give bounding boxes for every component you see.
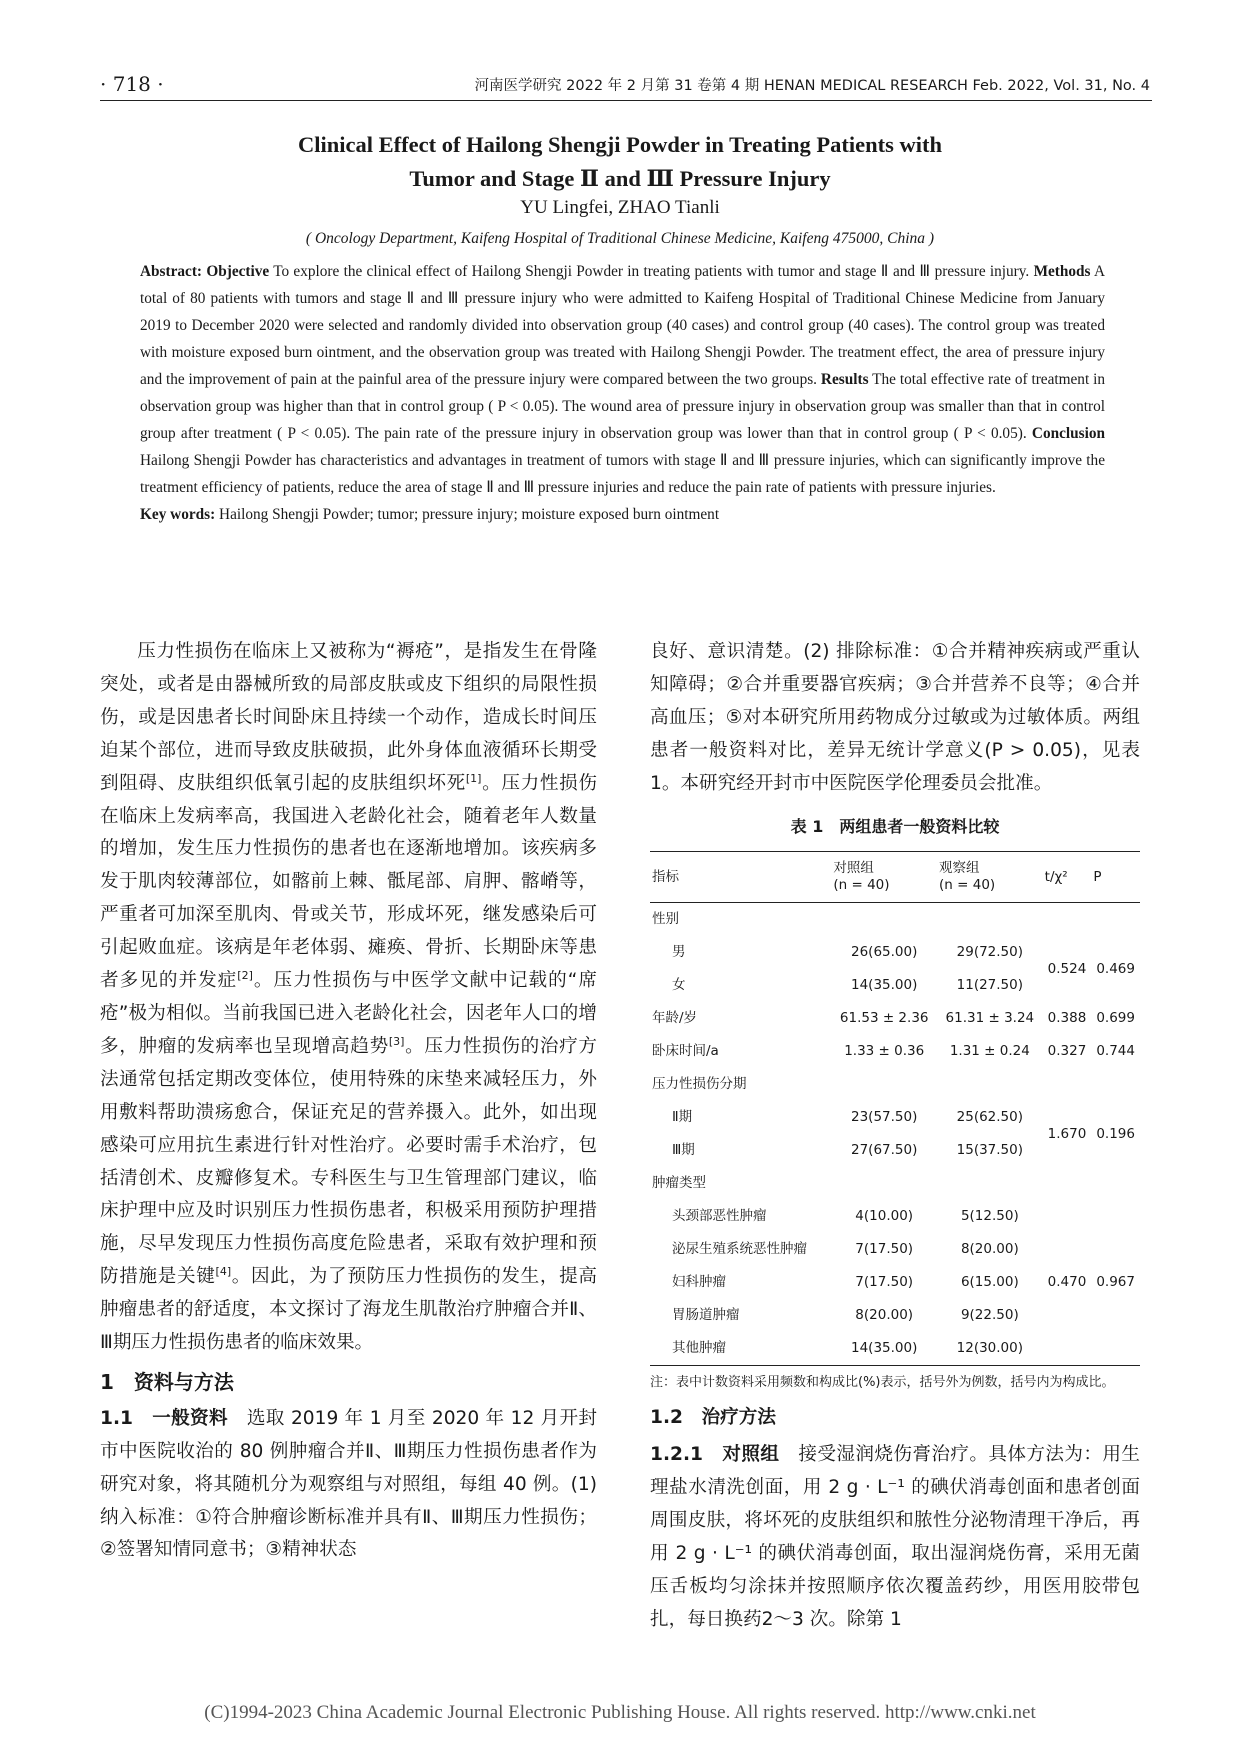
table-cell: 妇科肿瘤 — [672, 1274, 726, 1291]
table-cell: 7(17.50) — [855, 1274, 914, 1291]
table-cell: 0.327 — [1047, 1043, 1087, 1060]
text-segment: (n = 40) — [833, 877, 890, 894]
table-row — [650, 1101, 1140, 1134]
table-cell: 卧床时间/a — [652, 1043, 719, 1060]
text-segment: 选取 2019 年 1 月至 2020 年 12 月开封市中医院收治的 80 例肿瘤合并Ⅱ、Ⅲ期压力性损伤患者作为研究对象，将其随机分为观察组与对照组，每组 40 例。(1) 纳入标准：①符合肿瘤诊断标准并具有Ⅱ、Ⅲ期压力性损伤；②签署知情同意书；③精神状态 — [100, 1407, 597, 1561]
table-header-row — [650, 852, 1140, 903]
table-row — [650, 1167, 1140, 1200]
table-row — [650, 1068, 1140, 1101]
affiliation: ( Oncology Department, Kaifeng Hospital of Traditional Chinese Medicine, Kaifeng 475000, China ) — [305, 230, 935, 247]
conclusion-label: Conclusion — [1031, 425, 1105, 442]
table-cell: 其他肿瘤 — [672, 1340, 726, 1357]
col-indicator: 指标 — [652, 868, 679, 885]
table-row — [650, 1035, 1140, 1068]
article-title — [100, 128, 1140, 196]
table-cell: 5(12.50) — [960, 1208, 1019, 1225]
table-cell — [1091, 1167, 1140, 1200]
table-cell — [831, 903, 937, 937]
table-cell: 8(20.00) — [960, 1241, 1019, 1258]
table-cell — [831, 1167, 937, 1200]
table-cell — [937, 903, 1043, 937]
table-cell: 14(35.00) — [851, 1340, 918, 1357]
table-cell: 29(72.50) — [956, 944, 1024, 961]
text-segment: 对照组 — [833, 860, 874, 877]
abstract-label: Abstract: — [140, 263, 203, 280]
table-cell: 23(57.50) — [851, 1109, 918, 1126]
table-cell: 27(67.50) — [851, 1142, 918, 1159]
col-p-value: P — [1093, 868, 1102, 885]
table-row — [650, 903, 1140, 937]
table-cell: 4(10.00) — [855, 1208, 914, 1225]
table-cell: 0.469 — [1096, 960, 1135, 977]
table-row — [650, 936, 1140, 969]
table-cell: 11(27.50) — [956, 977, 1024, 994]
table-cell: 男 — [672, 944, 686, 961]
text-segment: 观察组 — [939, 860, 980, 877]
table-row — [650, 1002, 1140, 1035]
right-column — [650, 636, 1140, 1637]
table-cell: 0.524 — [1047, 960, 1087, 977]
col-statistic: t/χ² — [1044, 868, 1068, 885]
results-label: Results — [820, 371, 869, 388]
table-cell: Ⅲ期 — [672, 1142, 695, 1159]
table-cell — [1043, 903, 1092, 937]
col-control — [831, 852, 937, 903]
objective-label: Objective — [206, 263, 270, 280]
table-cell — [937, 1068, 1043, 1101]
table-cell: 0.744 — [1096, 1043, 1135, 1060]
table-1 — [650, 851, 1140, 1366]
table-cell: 25(62.50) — [956, 1109, 1024, 1126]
page-number: · 718 · — [100, 72, 164, 96]
abstract — [140, 258, 1105, 528]
table-row — [650, 1200, 1140, 1233]
col-observation — [937, 852, 1043, 903]
text-segment: 。压力性损伤与中医学文献中记载的“席疮”极为相似。当前我国已进入老龄化社会，因老年人口的增多，肿瘤的发病率也呈现增高趋势 — [100, 970, 597, 1057]
section-1-2-1-paragraph — [650, 1439, 1140, 1636]
table-cell: 胃肠道肿瘤 — [672, 1307, 740, 1324]
text-segment: 接受湿润烧伤膏治疗。具体方法为：用生理盐水清洗创面，用 2 g · L⁻¹ 的碘伏消毒创面和患者创面周围皮肤，将坏死的皮肤组织和脓性分泌物清理干净后，再用 2 g · L⁻¹ 的碘伏消毒创面，取出湿润烧伤膏，采用无菌压舌板均匀涂抹并按照顺序依次覆盖药纱，用医用胶带包扎，每日换药2～3 次。除第 1 — [650, 1444, 1140, 1630]
table-cell: 肿瘤类型 — [652, 1175, 706, 1192]
table-cell: 9(22.50) — [960, 1307, 1019, 1324]
table-cell: 0.967 — [1096, 1274, 1135, 1291]
authors: YU Lingfei, ZHAO Tianli — [520, 197, 720, 218]
table-cell: 61.31 ± 3.24 — [945, 1010, 1035, 1027]
table-cell: 7(17.50) — [855, 1241, 914, 1258]
table-cell: 0.470 — [1047, 1274, 1087, 1291]
section-1-1-heading: 1.1 一般资料 — [100, 1407, 228, 1429]
conclusion-text: Hailong Shengji Powder has characteristics and advantages in treatment of tumors with stage Ⅱ and Ⅲ pressure injuries, which can significantly improve the treatment efficiency of patients, reduce the area of stage Ⅱ and Ⅲ pressure injuries and reduce the pain rate of patients with pressure injuries. — [140, 452, 1105, 496]
table-cell: 0.196 — [1096, 1125, 1135, 1142]
keywords-text: Hailong Shengji Powder; tumor; pressure injury; moisture exposed burn ointment — [219, 506, 720, 523]
text-segment: 。压力性损伤的治疗方法通常包括定期改变体位，使用特殊的床垫来减轻压力，外用敷料帮助溃疡愈合，保证充足的营养摄入。此外，如出现感染可应用抗生素进行针对性治疗。必要时需手术治疗，包括清创术、皮瓣修复术。专科医生与卫生管理部门建议，临床护理中应及时识别压力性损伤患者，积极采用预防护理措施，尽早发现压力性损伤高度危险患者，采取有效护理和预防措施是关键 — [100, 1035, 597, 1288]
left-column — [100, 636, 597, 1567]
table-cell — [937, 1167, 1043, 1200]
section-1-1-paragraph — [100, 1403, 597, 1568]
citation-4: [4] — [215, 1265, 232, 1279]
table-cell: 年龄/岁 — [652, 1010, 698, 1027]
methods-label: Methods — [1033, 263, 1091, 280]
table-cell: 61.53 ± 2.36 — [839, 1010, 929, 1027]
results-text: The total effective rate of treatment in observation group was higher than that in control group ( P < 0.05). The wound area of pressure injury in observation group was smaller than that in control group after treatment ( P < 0.05). The pain rate of the pressure injury in observation group was lower than that in control group ( P < 0.05). — [140, 371, 1106, 442]
table-cell: 1.33 ± 0.36 — [844, 1043, 925, 1060]
table-cell: 8(20.00) — [855, 1307, 914, 1324]
header-rule — [100, 100, 1152, 101]
table-cell: 15(37.50) — [956, 1142, 1024, 1159]
title-line-1: Clinical Effect of Hailong Shengji Powder in Treating Patients with — [298, 132, 942, 157]
table-cell: 女 — [672, 977, 686, 994]
table-cell — [831, 1068, 937, 1101]
table-cell: 12(30.00) — [956, 1340, 1024, 1357]
text-segment: 。因此，为了预防压力性损伤的发生，提高肿瘤患者的舒适度，本文探讨了海龙生肌散治疗肿瘤合并Ⅱ、Ⅲ期压力性损伤患者的临床效果。 — [100, 1266, 597, 1354]
objective-text: To explore the clinical effect of Hailong Shengji Powder in treating patients with tumor and stage Ⅱ and Ⅲ pressure injury. — [273, 263, 1030, 280]
table-cell: 0.699 — [1096, 1010, 1135, 1027]
table-cell: 性别 — [652, 911, 679, 928]
table-cell — [1043, 1068, 1092, 1101]
methods-text: A total of 80 patients with tumors and stage Ⅱ and Ⅲ pressure injury who were admitted to Kaifeng Hospital of Traditional Chinese Medicine from January 2019 to December 2020 were selected and randomly divided into observation group (40 cases) and control group (40 cases). The control group was treated with moisture exposed burn ointment, and the observation group was treated with Hailong Shengji Powder. The treatment effect, the area of pressure injury and the improvement of pain at the painful area of the pressure injury were compared between the two groups. — [140, 263, 1106, 388]
table-cell: Ⅱ期 — [672, 1109, 693, 1126]
table-1-caption: 表 1 两组患者一般资料比较 — [790, 816, 1000, 836]
section-1-2-heading: 1.2 治疗方法 — [650, 1407, 776, 1429]
section-1-heading: 1 资料与方法 — [100, 1369, 234, 1394]
table-cell: 头颈部恶性肿瘤 — [672, 1208, 767, 1225]
title-line-2: Tumor and Stage Ⅱ and Ⅲ Pressure Injury — [409, 166, 831, 191]
table-cell — [1043, 1167, 1092, 1200]
intro-paragraph — [100, 636, 597, 1360]
table-cell: 14(35.00) — [851, 977, 918, 994]
table-cell: 压力性损伤分期 — [652, 1076, 747, 1093]
text-segment: 。压力性损伤在临床上发病率高，我国进入老龄化社会，随着老年人数量的增加，发生压力性损伤的患者也在逐渐地增加。该疾病多发于肌肉较薄部位，如髂前上棘、骶尾部、肩胛、髂嵴等，严重者可加深至肌肉、骨或关节，形成坏死，继发感染后可引起败血症。该病是年老体弱、瘫痪、骨折、长期卧床等患者多见的并发症 — [100, 772, 597, 992]
table-1-note: 注：表中计数资料采用频数和构成比(%)表示，括号外为例数，括号内为构成比。 — [650, 1375, 1115, 1391]
section-1-2-1-heading: 1.2.1 对照组 — [650, 1444, 780, 1466]
table-cell — [1091, 903, 1140, 937]
keywords-label: Key words: — [140, 506, 216, 523]
criteria-continuation: 良好、意识清楚。(2) 排除标准：①合并精神疾病或严重认知障碍；②合并重要器官疾病；③合并营养不良等；④合并高血压；⑤对本研究所用药物成分过敏或为过敏体质。两组患者一般资料对比，差异无统计学意义(P > 0.05)，见表 1。本研究经开封市中医院医学伦理委员会批准。 — [650, 641, 1140, 794]
journal-header: 河南医学研究 2022 年 2 月第 31 卷第 4 期 HENAN MEDICAL RESEARCH Feb. 2022, Vol. 31, No. 4 — [474, 78, 1150, 94]
citation-1: [1] — [465, 771, 482, 785]
citation-3: [3] — [388, 1034, 405, 1048]
table-cell: 泌尿生殖系统恶性肿瘤 — [672, 1241, 807, 1258]
text-segment: (n = 40) — [939, 877, 996, 894]
table-cell: 6(15.00) — [960, 1274, 1019, 1291]
table-cell: 1.670 — [1047, 1125, 1087, 1142]
text-segment: 压力性损伤在临床上又被称为“褥疮”，是指发生在骨隆突处，或者是由器械所致的局部皮肤或皮下组织的局限性损伤，或是因患者长时间卧床且持续一个动作，造成长时间压迫某个部位，进而导致皮肤破损，此外身体血液循环长期受到阻碍、皮肤组织低氧引起的皮肤组织坏死 — [100, 641, 597, 794]
table-cell: 26(65.00) — [851, 944, 918, 961]
table-cell: 0.388 — [1047, 1010, 1087, 1027]
copyright-footer: (C)1994-2023 China Academic Journal Electronic Publishing House. All rights reserved. http://www.cnki.net — [204, 1702, 1036, 1723]
citation-2: [2] — [237, 968, 253, 982]
table-cell: 1.31 ± 0.24 — [949, 1043, 1030, 1060]
table-cell — [1091, 1068, 1140, 1101]
